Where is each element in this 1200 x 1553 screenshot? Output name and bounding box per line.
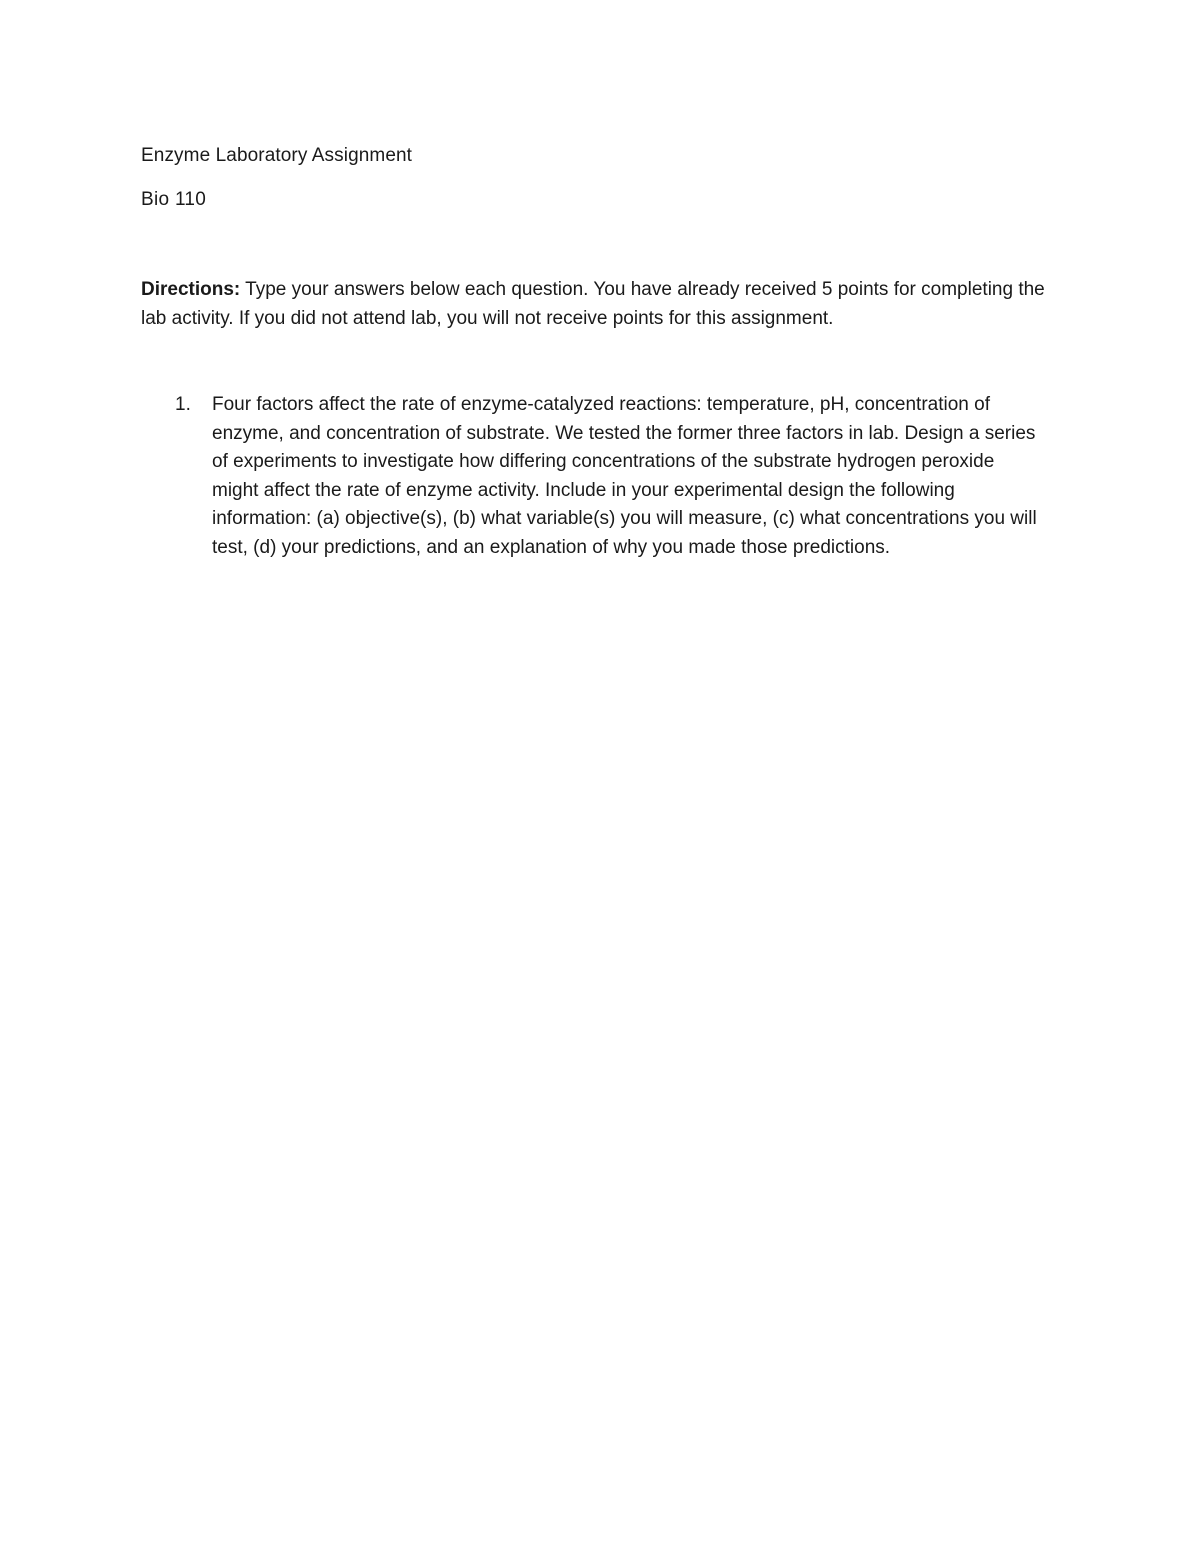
directions-label: Directions:: [141, 279, 241, 300]
directions-text: Type your answers below each question. You have already received 5 points for completing the lab activity. If you did not attend lab, you will not receive points for this assignment.: [141, 279, 1045, 329]
question-item: [141, 391, 1041, 562]
question-list: [141, 391, 1041, 562]
question-text: Four factors affect the rate of enzyme-catalyzed reactions: temperature, pH, concentration of enzyme, and concentration of substrate. We tested the former three factors in lab. Design a series of experiments to investigate how differing concentrations of the substrate hydrogen peroxide might affect the rate of enzyme activity. Include in your experimental design the following information: (a) objective(s), (b) what variable(s) you will measure, (c) what concentrations you will test, (d) your predictions, and an explanation of why you made those predictions.: [212, 394, 1037, 558]
directions-paragraph: [141, 275, 1071, 333]
course-name: Bio 110: [141, 189, 207, 210]
document-title: Enzyme Laboratory Assignment: [141, 145, 413, 166]
question-number: 1.: [175, 394, 191, 415]
